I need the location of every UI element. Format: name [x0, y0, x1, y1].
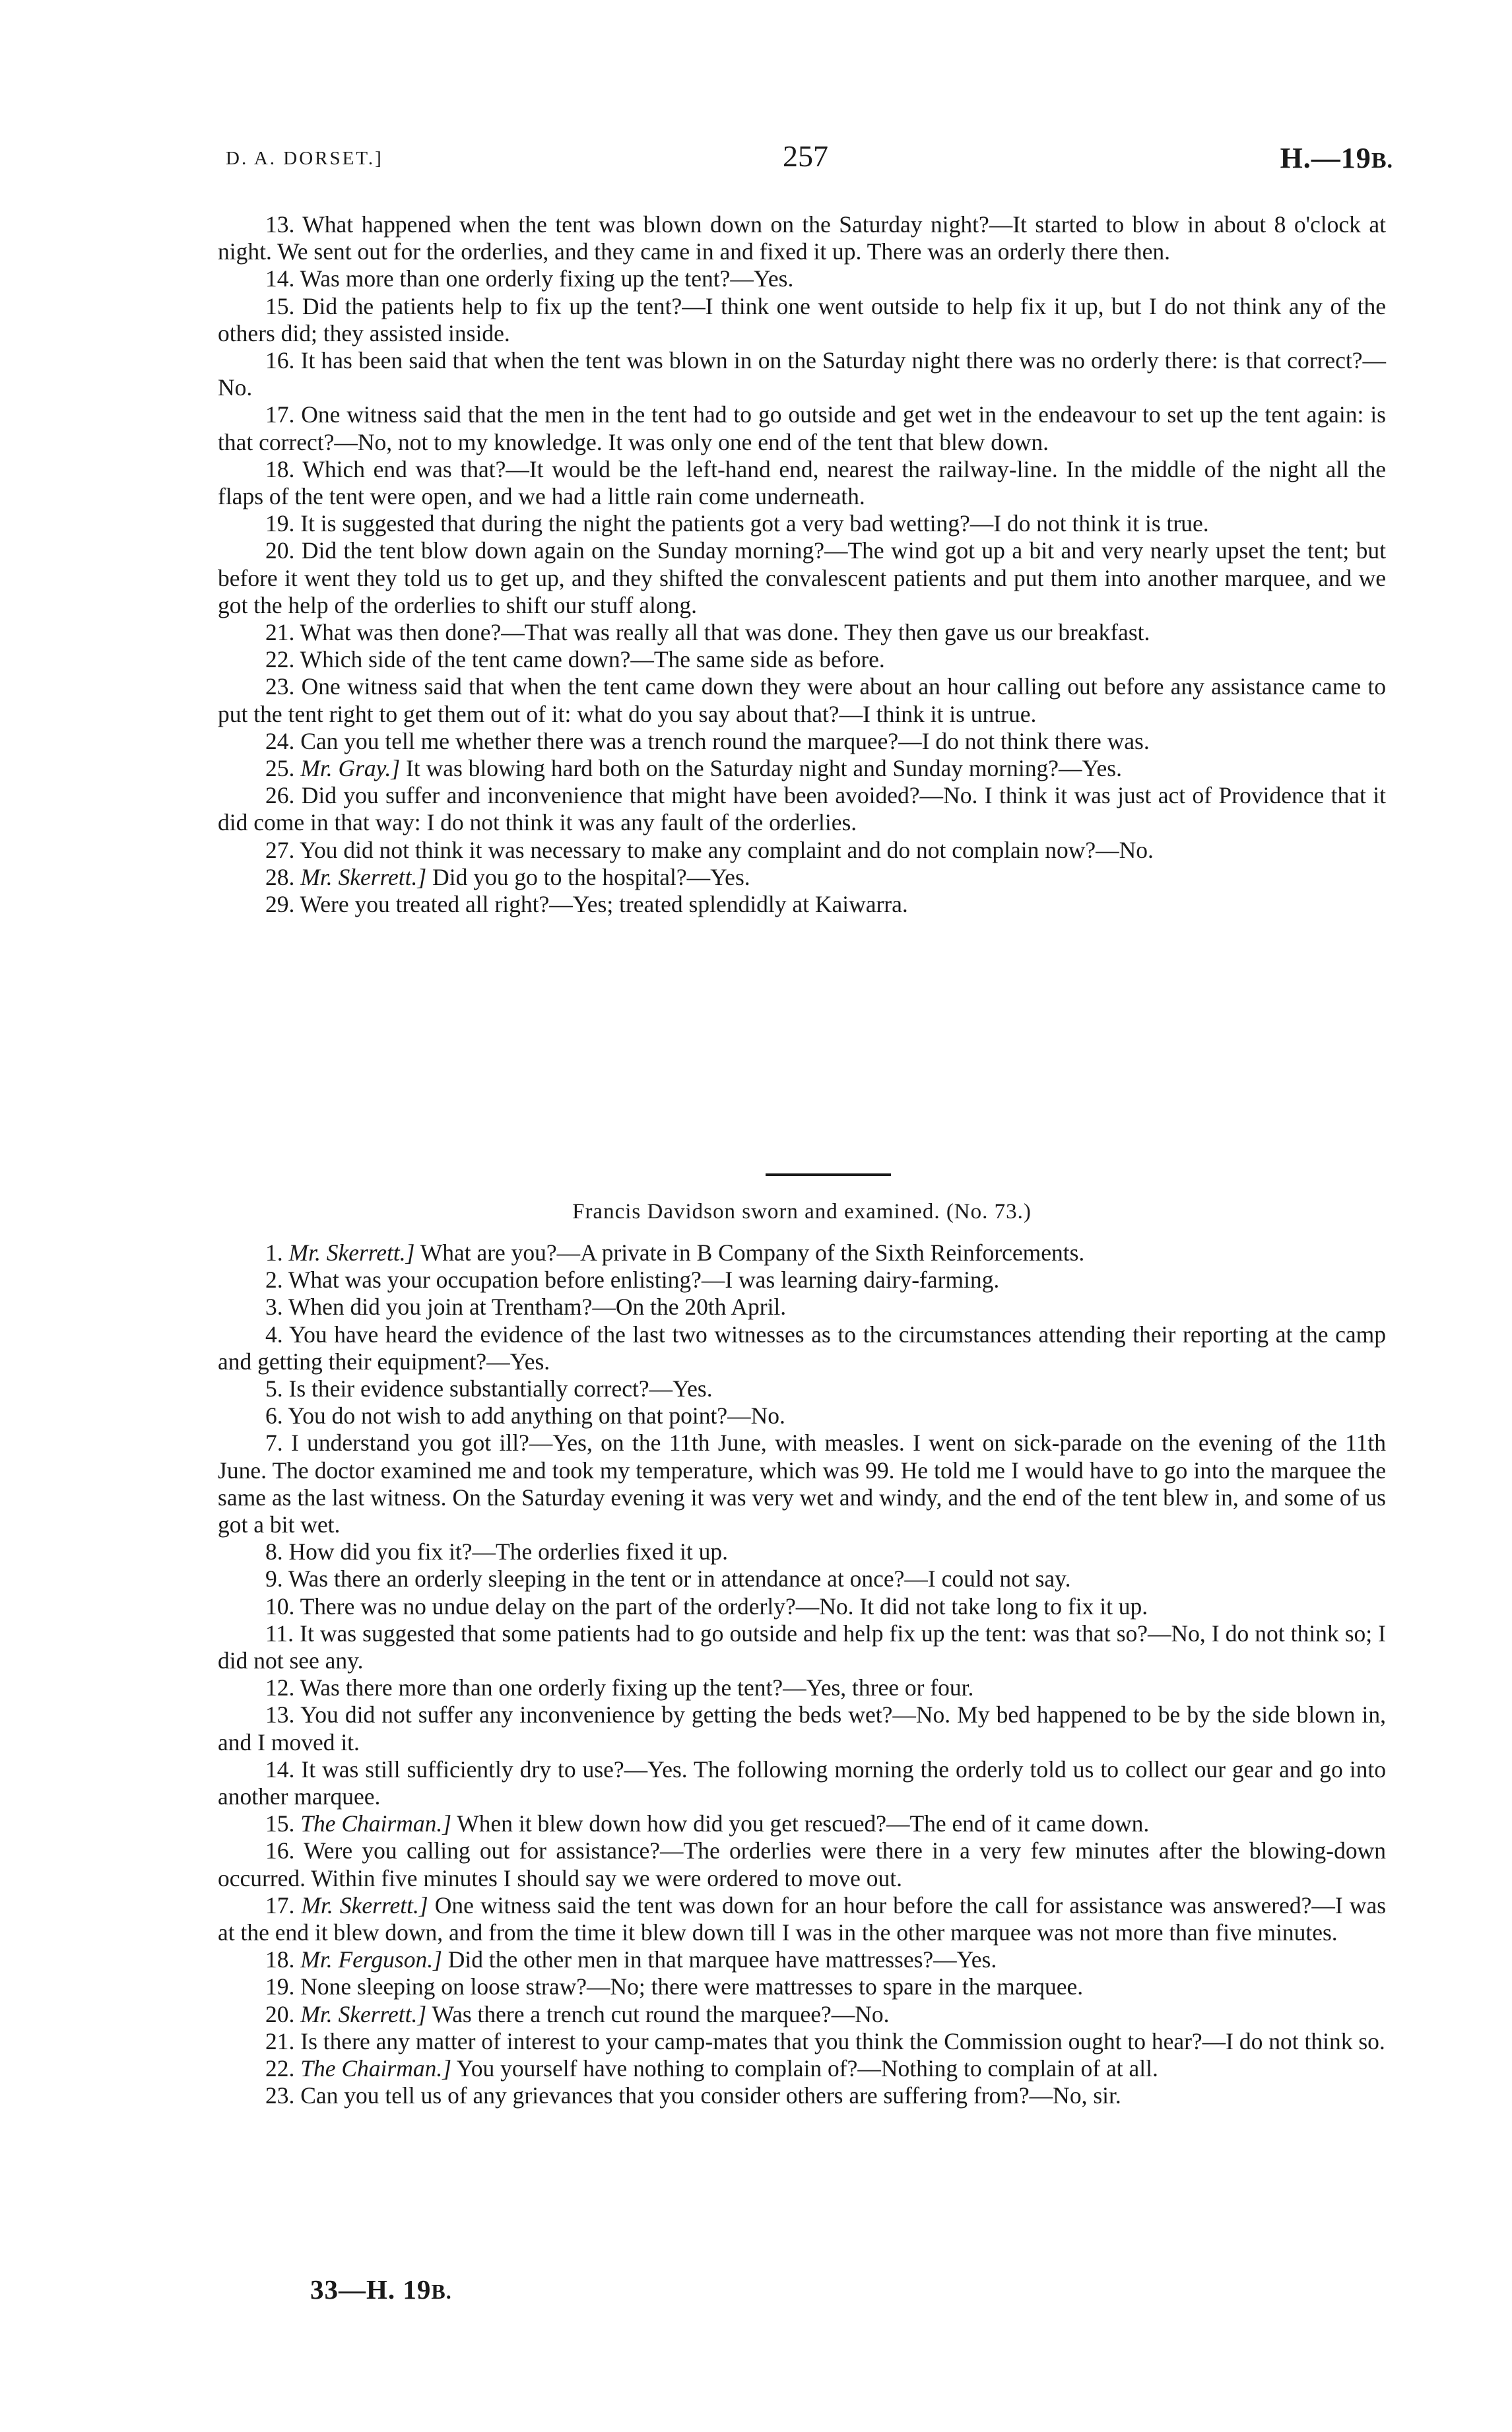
question-number: 28.	[265, 863, 295, 890]
question-text: Were you treated all right?—Yes; treated splendidly at Kaiwarra.	[300, 891, 908, 918]
witness-heading: Francis Davidson sworn and examined. (No. 73.)	[572, 1200, 1032, 1224]
testimony-section-2	[218, 1239, 1386, 2110]
question-paragraph	[218, 2028, 1386, 2055]
page-signature	[310, 2274, 452, 2305]
question-paragraph	[218, 1565, 1386, 1593]
question-paragraph	[218, 1892, 1386, 1946]
question-paragraph	[218, 456, 1386, 510]
question-text: Which side of the tent came down?—The same side as before.	[300, 646, 885, 673]
question-text: I understand you got ill?—Yes, on the 11th June, with measles. I went on sick-parade on the evening of the 11th June. The doctor examined me and took my temperature, which was 99. He told me I would have to go into the marquee the same as the last witness. On the Saturday evening it was very wet and windy, and the end of the tent blew in, and some of us got a bit wet.	[218, 1430, 1387, 1538]
question-text: What happened when the tent was blown down on the Saturday night?—It started to blow in about 8 o'clock at night. We sent out for the orderlies, and they came in and fixed it up. There was an orderly there then.	[218, 211, 1386, 265]
question-text: Was more than one orderly fixing up the tent?—Yes.	[300, 265, 794, 292]
question-paragraph	[218, 1402, 1386, 1430]
speaker-name: Mr. Skerrett.]	[300, 863, 427, 890]
question-text: Was there more than one orderly fixing up the tent?—Yes, three or four.	[300, 1674, 974, 1701]
page-number: 257	[783, 139, 828, 173]
question-text: When did you join at Trentham?—On the 20th April.	[288, 1294, 787, 1321]
question-number: 21.	[265, 619, 295, 646]
question-paragraph	[218, 347, 1386, 401]
paper-reference-suffix: B.	[1371, 148, 1393, 173]
question-paragraph	[218, 891, 1386, 918]
signature-main: 33—H. 19	[310, 2274, 432, 2305]
question-number: 22.	[265, 2055, 295, 2082]
question-text: Did you go to the hospital?—Yes.	[432, 863, 750, 890]
question-number: 20.	[265, 2000, 295, 2027]
question-paragraph	[218, 728, 1386, 755]
question-number: 23.	[265, 673, 295, 700]
question-paragraph	[218, 537, 1386, 619]
question-number: 9.	[265, 1565, 283, 1593]
question-number: 4.	[265, 1321, 283, 1348]
question-paragraph	[218, 619, 1386, 646]
question-paragraph	[218, 265, 1386, 292]
question-text: Were you calling out for assistance?—The orderlies were there in a very few minutes after the blowing-down occurred. Within five minutes I should say we were ordered to move out.	[218, 1837, 1386, 1891]
header-paper-reference	[1280, 141, 1393, 175]
speaker-name: The Chairman.]	[300, 2055, 452, 2082]
question-paragraph	[218, 2001, 1386, 2028]
question-number: 6.	[265, 1402, 283, 1430]
testimony-section-1	[218, 211, 1386, 918]
header-witness-name: D. A. DORSET.]	[226, 148, 383, 169]
question-number: 7.	[265, 1430, 283, 1457]
speaker-name: Mr. Gray.]	[300, 755, 401, 782]
question-text: When it blew down how did you get rescued?—The end of it came down.	[457, 1810, 1150, 1837]
question-text: Which end was that?—It would be the left-hand end, nearest the railway-line. In the middle of the night all the flaps of the tent were open, and we had a little rain come underneath.	[218, 455, 1387, 510]
question-text: You did not suffer any inconvenience by getting the beds wet?—No. My bed happened to be by the side blown in, and I moved it.	[218, 1701, 1386, 1756]
question-text: What are you?—A private in B Company of the Sixth Reinforcements.	[420, 1239, 1085, 1266]
question-text: One witness said that when the tent came down they were about an hour calling out before any assistance came to put the tent right to get them out of it: what do you say about that?—I think it is untrue.	[218, 673, 1386, 727]
question-number: 8.	[265, 1538, 283, 1565]
paper-reference-main: H.—19	[1280, 142, 1371, 174]
question-number: 3.	[265, 1294, 283, 1321]
question-text: You yourself have nothing to complain of?—Nothing to complain of at all.	[456, 2055, 1158, 2082]
question-paragraph	[218, 1810, 1386, 1837]
question-paragraph	[218, 673, 1386, 727]
question-text: One witness said the tent was down for an hour before the call for assistance was answered?—I was at the end it blew down, and from the time it blew down till I was in the other marquee was not more than five minutes.	[218, 1891, 1387, 1946]
question-paragraph	[218, 1375, 1386, 1402]
question-paragraph	[218, 401, 1386, 455]
question-number: 20.	[265, 537, 295, 564]
question-text: One witness said that the men in the tent had to go outside and get wet in the endeavour to set up the tent again: is that correct?—No, not to my knowledge. It was only one end of the tent that blew down.	[218, 401, 1387, 455]
question-paragraph	[218, 1973, 1386, 2000]
question-number: 13.	[265, 211, 295, 238]
question-text: You did not think it was necessary to make any complaint and do not complain now?—No.	[299, 836, 1154, 863]
question-paragraph	[218, 1239, 1386, 1266]
question-text: It has been said that when the tent was blown in on the Saturday night there was no orderly there: is that correct?—No.	[218, 347, 1387, 401]
question-paragraph	[218, 1756, 1386, 1810]
question-number: 14.	[265, 1756, 295, 1783]
question-number: 12.	[265, 1674, 295, 1701]
question-text: Did the patients help to fix up the tent?—I think one went outside to help fix it up, but I do not think any of the others did; they assisted inside.	[218, 292, 1387, 346]
question-text: What was then done?—That was really all that was done. They then gave us our breakfast.	[300, 619, 1150, 646]
question-paragraph	[218, 1701, 1386, 1756]
question-text: Is their evidence substantially correct?—Yes.	[288, 1375, 713, 1402]
question-number: 21.	[265, 2027, 295, 2054]
question-text: Is there any matter of interest to your camp-mates that you think the Commission ought to hear?—I do not think so.	[300, 2027, 1385, 2054]
question-text: None sleeping on loose straw?—No; there were mattresses to spare in the marquee.	[300, 1973, 1084, 2000]
question-number: 1.	[265, 1239, 283, 1266]
speaker-name: Mr. Skerrett.]	[300, 2000, 427, 2027]
question-paragraph	[218, 837, 1386, 864]
question-paragraph	[218, 646, 1386, 673]
question-number: 18.	[265, 455, 295, 482]
question-number: 16.	[265, 347, 295, 374]
question-paragraph	[218, 1620, 1386, 1674]
question-number: 17.	[265, 401, 295, 428]
question-text: It was still sufficiently dry to use?—Yes. The following morning the orderly told us to collect our gear and go into another marquee.	[218, 1756, 1387, 1810]
question-paragraph	[218, 1946, 1386, 1973]
question-number: 29.	[265, 891, 295, 918]
question-paragraph	[218, 1321, 1386, 1375]
question-text: You do not wish to add anything on that point?—No.	[288, 1402, 785, 1430]
question-text: Was there an orderly sleeping in the tent or in attendance at once?—I could not say.	[288, 1565, 1071, 1593]
question-text: It is suggested that during the night the patients got a very bad wetting?—I do not think it is true.	[300, 510, 1209, 537]
question-text: It was suggested that some patients had to go outside and help fix up the tent: was that so?—No, I do not think so; I did not see any.	[218, 1620, 1386, 1674]
question-number: 5.	[265, 1375, 283, 1402]
question-number: 19.	[265, 510, 295, 537]
speaker-name: Mr. Skerrett.]	[301, 1891, 428, 1919]
question-paragraph	[218, 293, 1386, 347]
question-paragraph	[218, 1674, 1386, 1701]
question-paragraph	[218, 1593, 1386, 1620]
question-number: 23.	[265, 2082, 295, 2109]
question-number: 24.	[265, 727, 295, 754]
speaker-name: Mr. Ferguson.]	[300, 1946, 442, 1973]
question-text: You have heard the evidence of the last two witnesses as to the circumstances attending their reporting at the camp and getting their equipment?—Yes.	[218, 1321, 1386, 1375]
signature-suffix: B.	[431, 2280, 452, 2303]
question-paragraph	[218, 782, 1386, 836]
question-number: 16.	[265, 1837, 295, 1864]
question-text: There was no undue delay on the part of the orderly?—No. It did not take long to fix it up.	[300, 1593, 1148, 1620]
question-number: 13.	[265, 1701, 295, 1728]
question-paragraph	[218, 2082, 1386, 2109]
question-paragraph	[218, 1266, 1386, 1294]
question-paragraph	[218, 755, 1386, 782]
question-text: Did the tent blow down again on the Sunday morning?—The wind got up a bit and very nearly upset the tent; but before it went they told us to get up, and they shifted the convalescent patients and put them into another marquee, and we got the help of the orderlies to shift our stuff along.	[218, 537, 1387, 618]
question-text: It was blowing hard both on the Saturday night and Sunday morning?—Yes.	[406, 755, 1122, 782]
speaker-name: Mr. Skerrett.]	[288, 1239, 415, 1266]
question-number: 2.	[265, 1266, 283, 1294]
question-number: 26.	[265, 782, 295, 809]
question-number: 19.	[265, 1973, 295, 2000]
question-number: 17.	[265, 1891, 295, 1919]
question-text: Did you suffer and inconvenience that might have been avoided?—No. I think it was just act of Providence that it did come in that way: I do not think it was any fault of the orderlies.	[218, 782, 1386, 836]
question-text: How did you fix it?—The orderlies fixed it up.	[288, 1538, 728, 1565]
question-text: What was your occupation before enlisting?—I was learning dairy-farming.	[288, 1266, 1000, 1294]
question-number: 10.	[265, 1593, 295, 1620]
question-paragraph	[218, 864, 1386, 891]
question-paragraph	[218, 1294, 1386, 1321]
question-paragraph	[218, 2055, 1386, 2082]
question-number: 15.	[265, 1810, 295, 1837]
question-text: Was there a trench cut round the marquee?—No.	[432, 2000, 890, 2027]
question-paragraph	[218, 1430, 1386, 1538]
question-number: 15.	[265, 292, 295, 319]
question-number: 25.	[265, 755, 295, 782]
section-divider	[766, 1173, 891, 1176]
question-number: 18.	[265, 1946, 295, 1973]
question-paragraph	[218, 510, 1386, 537]
question-paragraph	[218, 211, 1386, 265]
question-number: 11.	[265, 1620, 294, 1647]
question-number: 22.	[265, 646, 295, 673]
question-text: Did the other men in that marquee have mattresses?—Yes.	[447, 1946, 997, 1973]
page-header	[218, 139, 1393, 185]
question-text: Can you tell us of any grievances that you consider others are suffering from?—No, sir.	[300, 2082, 1121, 2109]
speaker-name: The Chairman.]	[300, 1810, 452, 1837]
question-number: 14.	[265, 265, 295, 292]
question-paragraph	[218, 1538, 1386, 1565]
question-text: Can you tell me whether there was a trench round the marquee?—I do not think there was.	[300, 727, 1150, 754]
question-number: 27.	[265, 836, 295, 863]
question-paragraph	[218, 1837, 1386, 1891]
